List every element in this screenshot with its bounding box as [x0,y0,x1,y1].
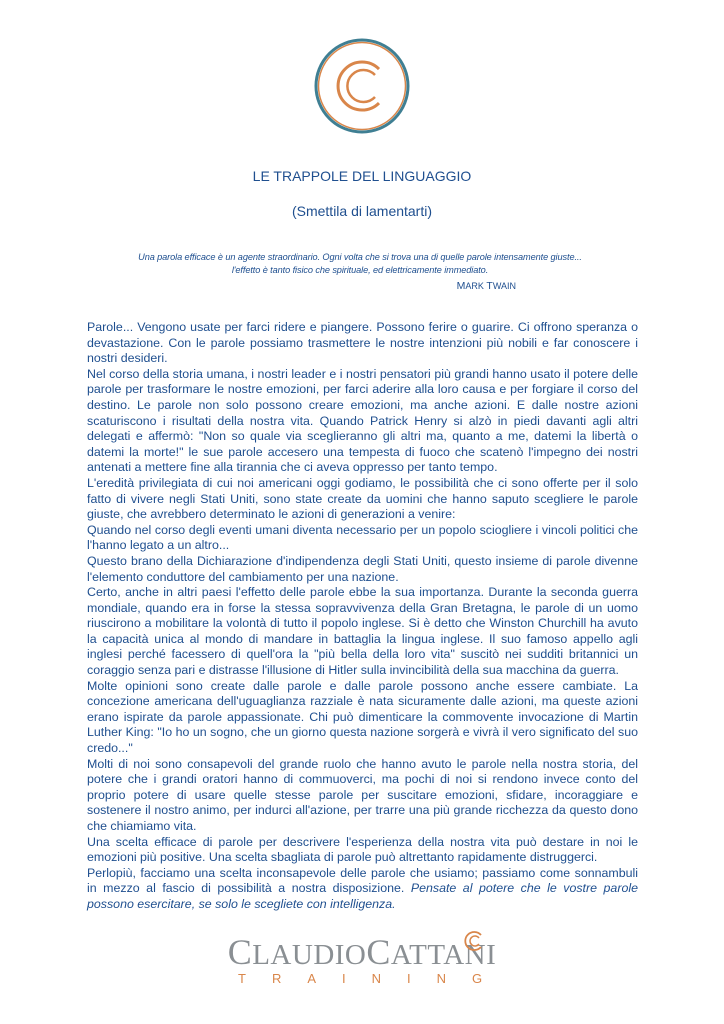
paragraph: Quando nel corso degli eventi umani diventa necessario per un popolo sciogliere i vincoli politici che l'hanno legato a un altro... [87,522,638,553]
paragraph-text: Perlopiù, facciamo una scelta inconsapevole delle parole che usiamo; passiamo come sonnambuli in mezzo al fascio di possibilità a nostra disposizione. [87,865,638,896]
paragraph: Molte opinioni sono create dalle parole e dalle parole possono anche essere cambiate. La concezione americana dell'uguaglianza razziale è nata sicuramente dalle azioni, ma queste azioni erano ispirate da parole appassionate. Chi può dimenticare la commovente invocazione di Martin Luther King: "Io ho un sogno, che un giorno questa nazione sorgerà e vivrà il vero significato del suo credo..." [87,678,638,756]
page-subtitle: (Smettila di lamentarti) [291,203,433,219]
quote-line: l'effetto è tanto fisico che spirituale, ed elettricamente immediato. [231,265,489,275]
paragraph [87,866,638,913]
quote-author: MARK TWAIN [456,280,516,292]
paragraph: Parole... Vengono usate per farci ridere e piangere. Possono ferire o guarire. Ci offrono speranza o devastazione. Con le parole possiamo trasmettere le nostre intenzioni più nobili e far conoscere i nostri desideri. [87,320,638,366]
quote-line: Una parola efficace è un agente straordinario. Ogni volta che si trova una di quelle parole intensamente giuste... [138,252,582,262]
brand-name: CLAUDIOCATTANI [227,932,497,972]
article-body [87,320,638,913]
page-title: LE TRAPPOLE DEL LINGUAGGIO [252,168,472,184]
paragraph: Certo, anche in altri paesi l'effetto delle parole ebbe la sua importanza. Durante la seconda guerra mondiale, quando era in forse la stessa sopravvivenza della Gran Bretagna, le parole di un uomo riuscirono a mobilitare la volontà di tutto il popolo inglese. Si è detto che Winston Churchill ha avuto la capacità unica al mondo di mandare in battaglia la lingua inglese. Il suo famoso appello agli inglesi perché facessero di quell'ora la "più bella della loro vita" suscitò nei sudditi britannici un coraggio senza pari e distrasse l'illusione di Hitler sulla invincibilità della sua macchina da guerra. [87,585,638,678]
paragraph: Questo brano della Dichiarazione d'indipendenza degli Stati Uniti, questo insieme di parole divenne l'elemento conduttore del cambiamento per una nazione. [87,553,638,584]
double-c-logo-icon [313,37,411,135]
paragraph: Una scelta efficace di parole per descrivere l'esperienza della nostra vita può destare in noi le emozioni più positive. Una scelta sbagliata di parole può altrettanto rapidamente distruggerci. [87,834,638,865]
brand-tagline: TRAINING [238,971,509,986]
paragraph: Molti di noi sono consapevoli del grande ruolo che hanno avuto le parole nella nostra storia, del potere che i grandi oratori hanno di commuoverci, ma pochi di noi si rendono invece conto del proprio potere di usare quelle stesse parole per suscitare emozioni, sfidare, incoraggiare e sostenere il nostro animo, per indurci all'azione, per trarre una più grande ricchezza da questo dono che chiamiamo vita. [87,756,638,833]
closing-italic-text: Pensate al potere che le vostre parole possono esercitare, se solo le scegliete con intelligenza. [87,881,638,911]
brand-footer [0,923,724,1003]
epigraph-quote [90,251,630,277]
double-c-mark-icon [462,929,486,953]
paragraph: L'eredità privilegiata di cui noi americani oggi godiamo, le possibilità che ci sono offerte per il solo fatto di vivere negli Stati Uniti, sono state create da uomini che hanno saputo scegliere le parole giuste, che avrebbero determinato le azioni di generazioni a venire: [87,475,638,522]
paragraph: Nel corso della storia umana, i nostri leader e i nostri pensatori più grandi hanno usato il potere delle parole per trasformare le nostre emozioni, per farci aderire alla loro causa e per forgiare il corso del destino. Le parole non solo possono creare emozioni, ma anche azioni. E dalle nostre azioni scaturiscono i risultati della nostra vita. Quando Patrick Henry si alzò in piedi davanti agli altri delegati e affermò: "Non so quale via sceglieranno gli altri ma, quanto a me, datemi la libertà o datemi la morte!" le sue parole accesero una tempesta di fuoco che scatenò l'impegno dei nostri antenati a mettere fine alla tirannia che ci aveva oppresso per tanto tempo. [87,366,638,475]
